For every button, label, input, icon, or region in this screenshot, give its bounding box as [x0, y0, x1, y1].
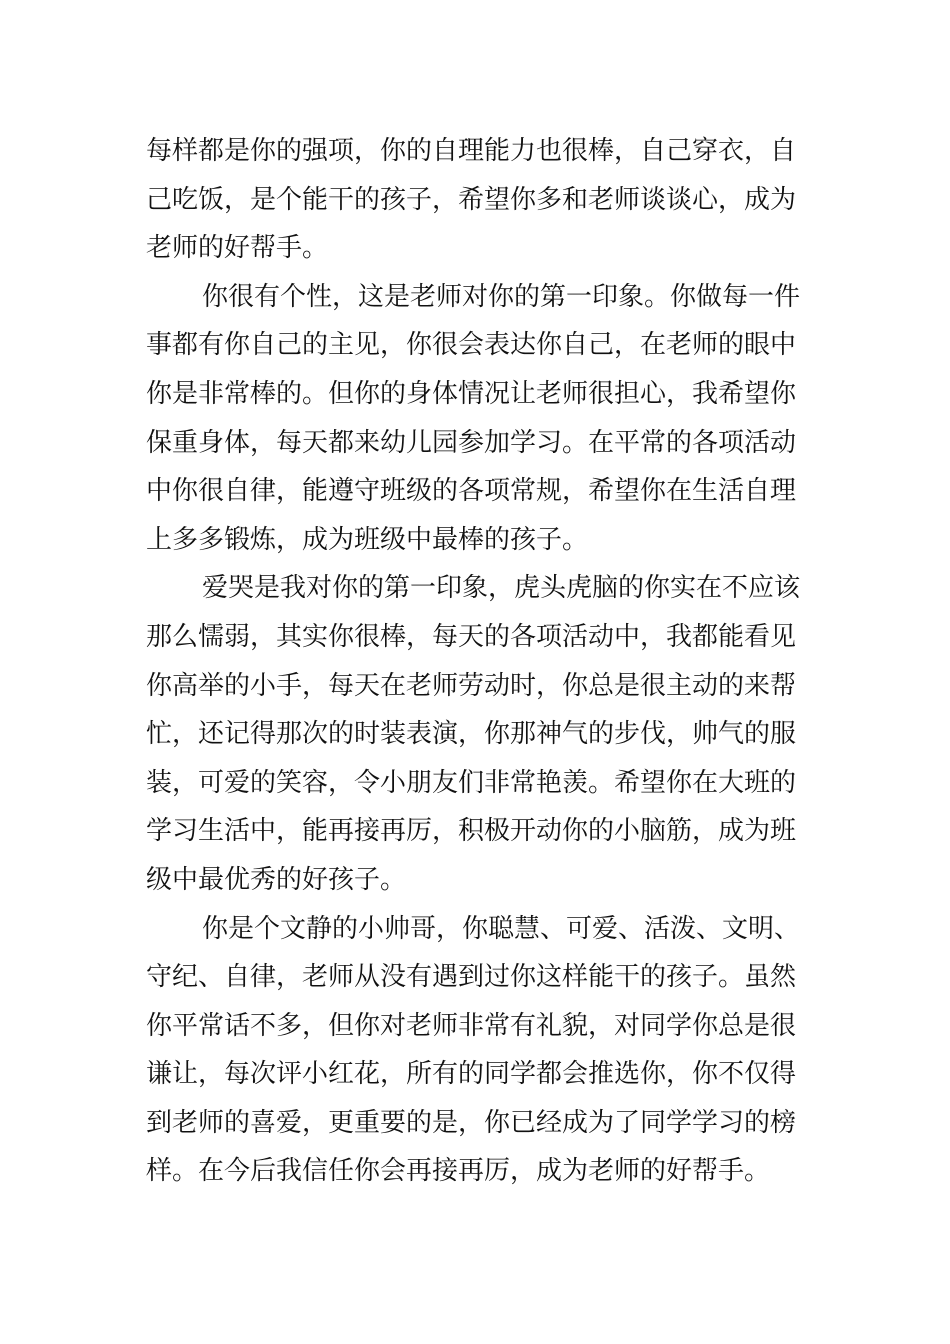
text-line: 老师的好帮手。 — [146, 233, 329, 264]
text-line: 到老师的喜爱，更重要的是，你已经成为了同学学习的榜 — [146, 1107, 797, 1138]
text-line: 事都有你自己的主见，你很会表达你自己，在老师的眼中 — [146, 330, 797, 361]
text-line: 装，可爱的笑容，令小朋友们非常艳羡。希望你在大班的 — [146, 767, 797, 798]
text-line: 级中最优秀的好孩子。 — [146, 864, 407, 895]
text-line: 忙，还记得那次的时装表演，你那神气的步伐，帅气的服 — [146, 719, 797, 750]
text-line: 你是非常棒的。但你的身体情况让老师很担心，我希望你 — [146, 378, 797, 409]
text-line: 保重身体，每天都来幼儿园参加学习。在平常的各项活动 — [146, 427, 797, 458]
text-line: 你平常话不多，但你对老师非常有礼貌，对同学你总是很 — [146, 1010, 797, 1041]
document-body — [146, 127, 810, 1196]
text-line: 中你很自律，能遵守班级的各项常规，希望你在生活自理 — [146, 476, 797, 507]
paragraph-first-line: 你很有个性，这是老师对你的第一印象。你做每一件 — [202, 281, 801, 312]
paragraph-first-line: 爱哭是我对你的第一印象，虎头虎脑的你实在不应该 — [202, 573, 801, 604]
text-line: 守纪、自律，老师从没有遇到过你这样能干的孩子。虽然 — [146, 962, 797, 993]
text-line: 每样都是你的强项，你的自理能力也很棒，自己穿衣，自 — [146, 136, 797, 166]
text-line: 你高举的小手，每天在老师劳动时，你总是很主动的来帮 — [146, 670, 797, 701]
text-line: 上多多锻炼，成为班级中最棒的孩子。 — [146, 524, 589, 555]
text-line: 样。在今后我信任你会再接再厉，成为老师的好帮手。 — [146, 1156, 771, 1187]
text-line: 谦让，每次评小红花，所有的同学都会推选你，你不仅得 — [146, 1059, 797, 1090]
paragraph-first-line: 你是个文静的小帅哥，你聪慧、可爱、活泼、文明、 — [202, 913, 801, 944]
text-line: 那么懦弱，其实你很棒，每天的各项活动中，我都能看见 — [146, 621, 797, 652]
text-line: 学习生活中，能再接再厉，积极开动你的小脑筋，成为班 — [146, 816, 797, 847]
text-line: 己吃饭，是个能干的孩子，希望你多和老师谈谈心，成为 — [146, 184, 797, 215]
